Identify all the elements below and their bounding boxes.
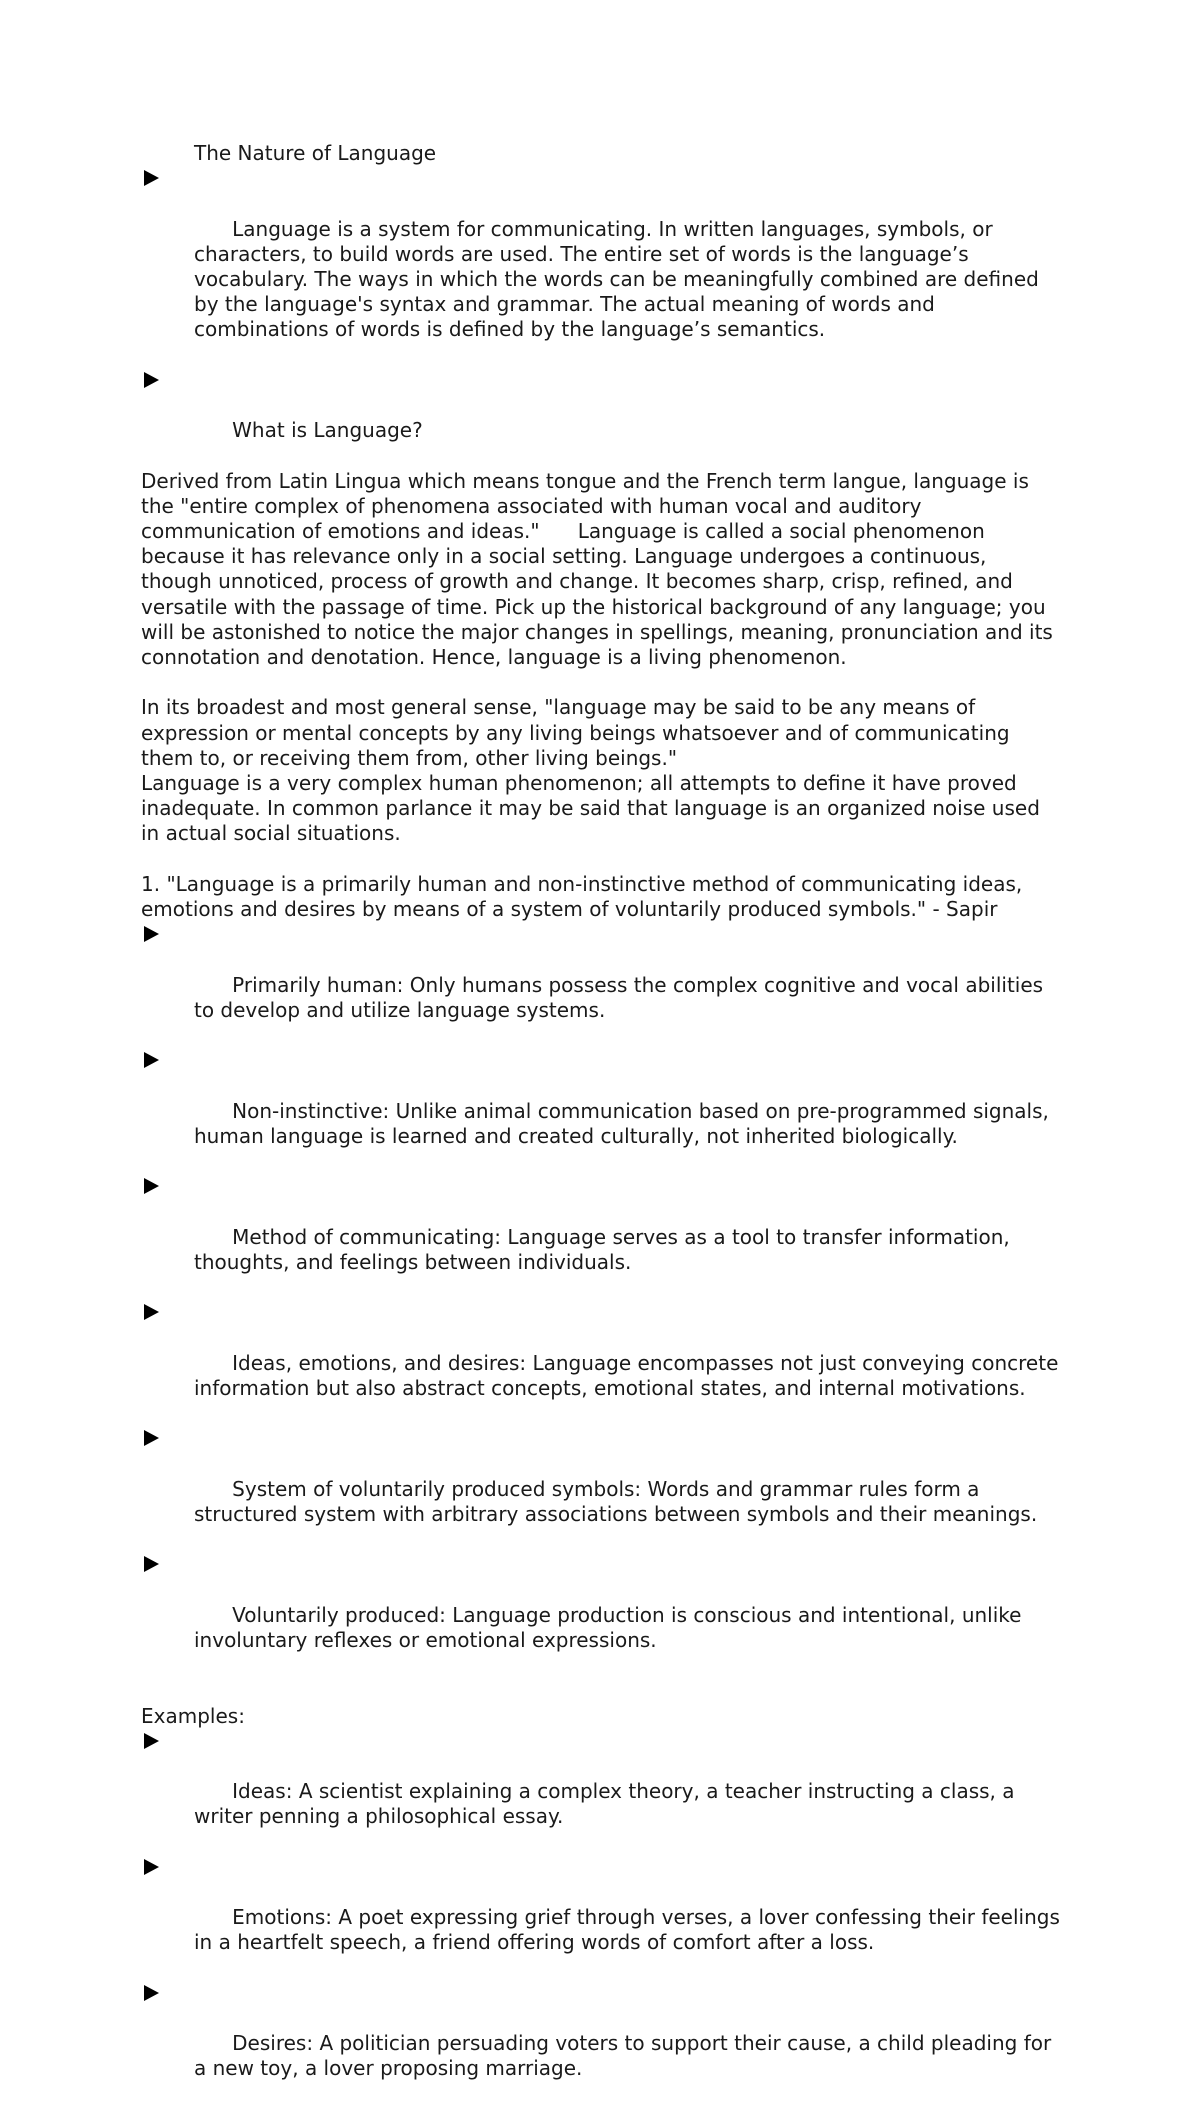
arrow-bullet-icon bbox=[144, 1733, 159, 1749]
sapir-definition: 1. "Language is a primarily human and non-instinctive method of communicating ideas, emotions and desires by means of a system of voluntarily produced symbols." - Sapir bbox=[141, 871, 1029, 922]
bullet-text: Language is a system for communicating. In written languages, symbols, or characters, to build words are used. The entire set of words is the language’s vocabulary. The ways in which the words can be meaningfully combined are defined by the language's syntax and grammar. The actual meaning of words and combinations of words is defined by the language’s semantics. bbox=[194, 216, 1046, 342]
bullet-item bbox=[141, 1426, 1061, 1552]
bullet-text: Primarily human: Only humans possess the complex cognitive and vocal abilities to develop and utilize language systems. bbox=[194, 972, 1050, 1022]
blank-line bbox=[141, 847, 1061, 872]
examples-heading: Examples: bbox=[141, 1703, 245, 1728]
bullet-item bbox=[141, 1855, 1067, 1981]
paragraph-complex-phenomenon: Language is a very complex human phenomenon; all attempts to define it have proved inadequate. In common parlance it may be said that language is an organized noise used in actual social situations. bbox=[141, 771, 1047, 846]
arrow-bullet-icon bbox=[144, 1178, 159, 1194]
bullet-text: Non-instinctive: Unlike animal communication based on pre-programmed signals, human language is learned and created culturally, not inherited biologically. bbox=[194, 1098, 1056, 1148]
arrow-bullet-icon bbox=[144, 1052, 159, 1068]
arrow-bullet-icon bbox=[144, 926, 159, 942]
bullet-item bbox=[141, 166, 1061, 368]
bullet-item bbox=[141, 922, 1061, 1048]
blank-line bbox=[141, 1678, 1061, 1703]
bullet-text: Emotions: A poet expressing grief through verses, a lover confessing their feelings in a heartfelt speech, a friend offering words of comfort after a loss. bbox=[194, 1905, 1067, 1955]
bullet-text: Ideas: A scientist explaining a complex theory, a teacher instructing a class, a writer penning a philosophical essay. bbox=[194, 1779, 1021, 1829]
bullet-item bbox=[141, 368, 1061, 469]
bullet-item bbox=[141, 1174, 1061, 1300]
bullet-text: System of voluntarily produced symbols: Words and grammar rules form a structured system with arbitrary associations between symbols and their meanings. bbox=[194, 1476, 1038, 1526]
document-title: The Nature of Language bbox=[194, 141, 437, 165]
arrow-bullet-icon bbox=[144, 170, 159, 186]
bullet-item bbox=[141, 1048, 1061, 1174]
paragraph-broad-sense: In its broadest and most general sense, "language may be said to be any means of expression or mental concepts by any living beings whatsoever and of communicating them to, or receiving them from, other living beings." bbox=[141, 695, 1016, 770]
arrow-bullet-icon bbox=[144, 1556, 159, 1572]
arrow-bullet-icon bbox=[144, 1304, 159, 1320]
arrow-bullet-icon bbox=[144, 1859, 159, 1875]
bullet-text: Method of communicating: Language serves as a tool to transfer information, thoughts, and feelings between individuals. bbox=[194, 1224, 1017, 1274]
document-body bbox=[141, 141, 1067, 2107]
blank-line bbox=[141, 670, 1061, 695]
bullet-item bbox=[141, 1300, 1065, 1426]
bullet-item bbox=[141, 1729, 1061, 1855]
bullet-text: Desires: A politician persuading voters to support their cause, a child pleading for a new toy, a lover proposing marriage. bbox=[194, 2031, 1058, 2081]
paragraph-derivation: Derived from Latin Lingua which means tongue and the French term langue, language is the "entire complex of phenomena associated with human vocal and auditory communication of emotions and ideas." Language is called a social phenomenon because it has relevance only in a social setting. Language undergoes a continuous, though unnoticed, process of growth and change. It becomes sharp, crisp, refined, and versatile with the passage of time. Pick up the historical background of any language; you will be astonished to notice the major changes in spellings, meaning, pronunciation and its connotation and denotation. Hence, language is a living phenomenon. bbox=[141, 468, 1060, 670]
bullet-text: Voluntarily produced: Language production is conscious and intentional, unlike involuntary reflexes or emotional expressions. bbox=[194, 1602, 1028, 1652]
arrow-bullet-icon bbox=[144, 1985, 159, 2001]
arrow-bullet-icon bbox=[144, 1430, 159, 1446]
bullet-text: Ideas, emotions, and desires: Language encompasses not just conveying concrete information but also abstract concepts, emotional states, and internal motivations. bbox=[194, 1350, 1065, 1400]
bullet-text: What is Language? bbox=[232, 418, 423, 443]
bullet-item bbox=[141, 1981, 1061, 2107]
arrow-bullet-icon bbox=[144, 372, 159, 388]
bullet-item bbox=[141, 1552, 1061, 1678]
